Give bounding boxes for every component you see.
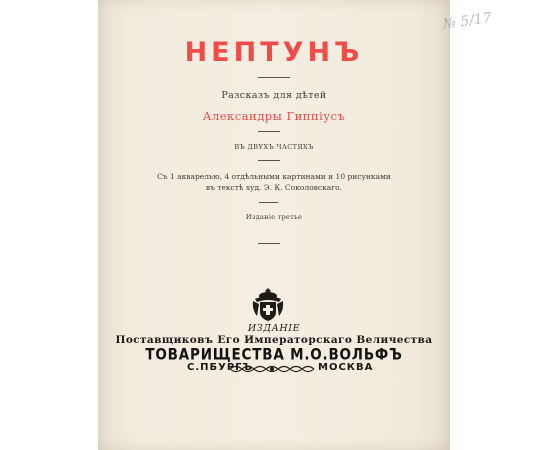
book-subtitle: Разсказъ для дѣтей xyxy=(221,90,327,101)
publisher-label: ИЗДАНІЕ xyxy=(247,323,301,334)
illustrations-line-2: въ текстѣ худ. Э. К. Соколовскаго. xyxy=(205,183,343,192)
handwritten-note: № 5/17 xyxy=(441,10,493,33)
book-title: НЕПТУНЪ xyxy=(184,37,364,68)
city-right: МОСКВА xyxy=(318,362,374,373)
edition-line: Изданіе третье xyxy=(245,213,303,221)
divider-rule xyxy=(258,160,280,161)
divider-rule xyxy=(258,243,280,244)
publisher-line-1: Поставщиковъ Его Императорскаго Величества xyxy=(115,334,433,346)
title-page xyxy=(98,0,493,450)
illustrations-line-1: Съ 1 акварелью, 4 отдѣльными картинами и 10 рисунками xyxy=(157,172,391,181)
city-left: С.ПБУРГЪ xyxy=(187,362,253,373)
parts-line: ВЪ ДВУХЪ ЧАСТЯХЪ xyxy=(234,143,314,151)
divider-rule xyxy=(259,202,278,203)
author-name: Александры Гиппіусъ xyxy=(202,109,346,123)
divider-rule xyxy=(258,131,280,132)
divider-rule xyxy=(258,77,290,78)
publisher-emblem-icon xyxy=(251,287,285,323)
ornament-divider-icon xyxy=(226,363,318,375)
publisher-name: ТОВАРИЩЕСТВА М.О.ВОЛЬФЪ xyxy=(145,345,403,365)
